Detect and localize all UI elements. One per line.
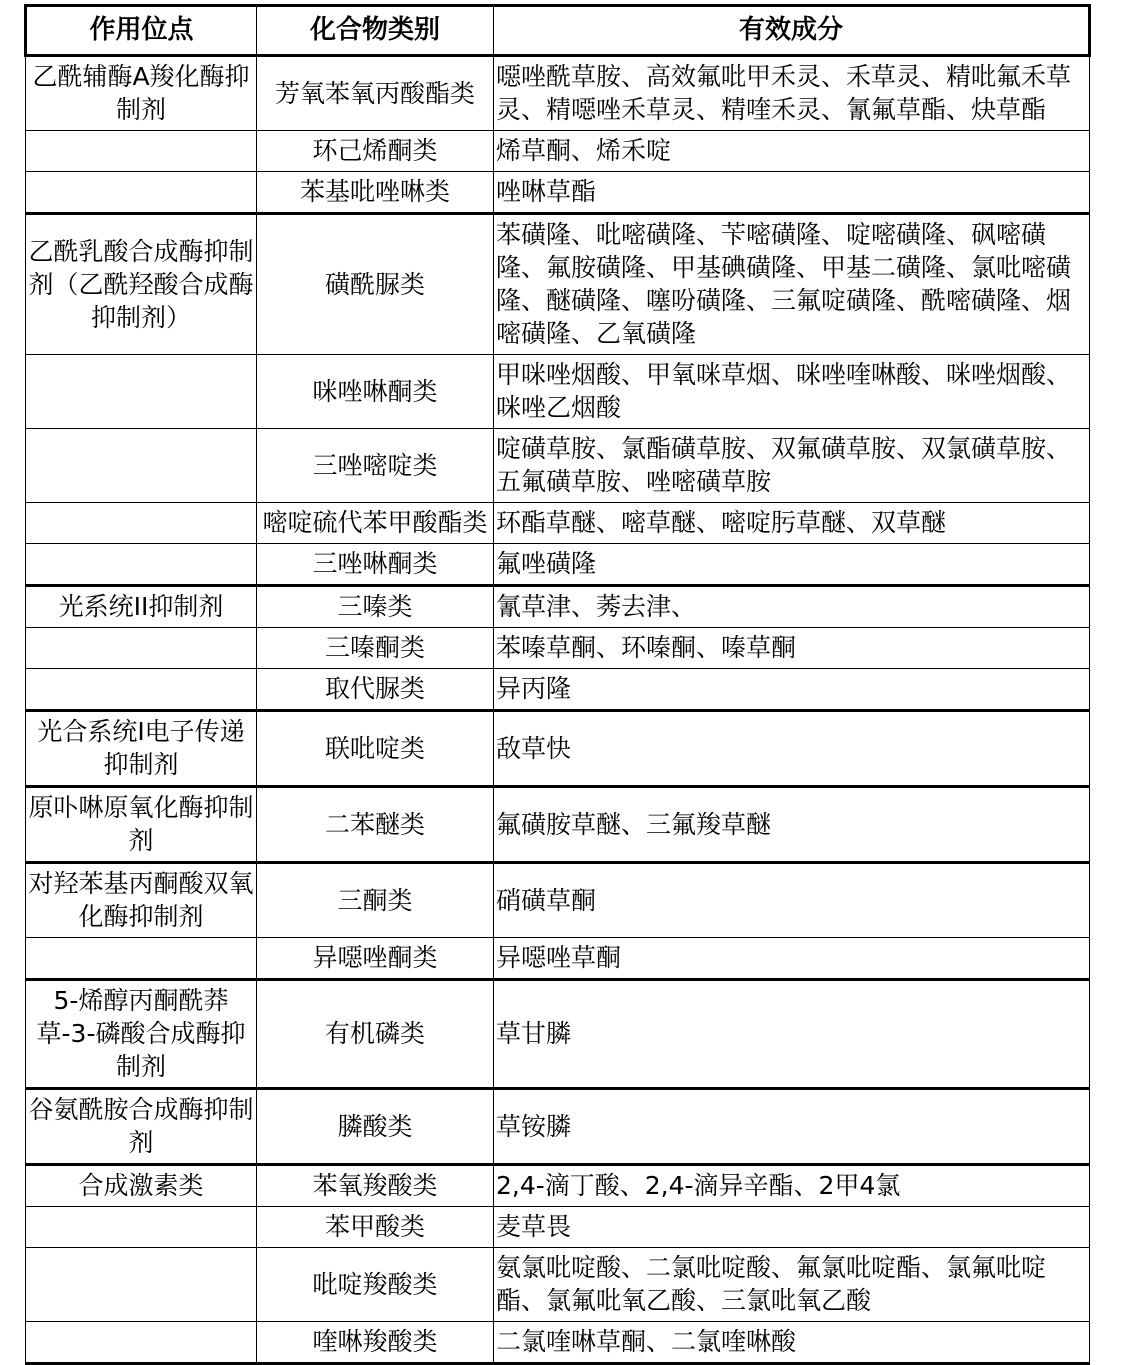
- cell-ingredients: 异丙隆: [494, 669, 1090, 711]
- cell-ingredients: 氰草津、莠去津、: [494, 586, 1090, 628]
- cell-compound-class: 三嗪类: [257, 586, 494, 628]
- table-row: [26, 669, 1090, 711]
- table-row: [26, 628, 1090, 669]
- cell-ingredients: 苯磺隆、吡嘧磺隆、苄嘧磺隆、啶嘧磺隆、砜嘧磺隆、氟胺磺隆、甲基碘磺隆、甲基二磺隆、氯吡嘧磺隆、醚磺隆、噻吩磺隆、三氟啶磺隆、酰嘧磺隆、烟嘧磺隆、乙氧磺隆: [494, 214, 1090, 355]
- cell-compound-class: 膦酸类: [257, 1089, 494, 1165]
- cell-ingredients: 啶磺草胺、氯酯磺草胺、双氟磺草胺、双氯磺草胺、五氟磺草胺、唑嘧磺草胺: [494, 429, 1090, 503]
- cell-ingredients: 草铵膦: [494, 1089, 1090, 1165]
- table-row: [26, 1248, 1090, 1322]
- cell-site: [26, 1207, 257, 1248]
- table-row: [26, 544, 1090, 586]
- table-row: [26, 711, 1090, 787]
- cell-compound-class: 二苯醚类: [257, 787, 494, 863]
- cell-compound-class: 苯氧羧酸类: [257, 1165, 494, 1207]
- table-row: [26, 586, 1090, 628]
- table-row: [26, 131, 1090, 172]
- cell-ingredients: 氟磺胺草醚、三氟羧草醚: [494, 787, 1090, 863]
- cell-ingredients: 噁唑酰草胺、高效氟吡甲禾灵、禾草灵、精吡氟禾草灵、精噁唑禾草灵、精喹禾灵、氰氟草酯、炔草酯: [494, 56, 1090, 131]
- cell-site: 乙酰乳酸合成酶抑制剂（乙酰羟酸合成酶抑制剂）: [26, 214, 257, 355]
- cell-site: 对羟苯基丙酮酸双氧化酶抑制剂: [26, 863, 257, 938]
- cell-compound-class: 环己烯酮类: [257, 131, 494, 172]
- cell-site: 合成激素类: [26, 1165, 257, 1207]
- cell-site: [26, 172, 257, 214]
- herbicide-classification-table: [24, 4, 1091, 1365]
- cell-compound-class: 取代脲类: [257, 669, 494, 711]
- table-row: [26, 503, 1090, 544]
- table-row: [26, 172, 1090, 214]
- table-row: [26, 1089, 1090, 1165]
- cell-ingredients: 氟唑磺隆: [494, 544, 1090, 586]
- table-body: [26, 56, 1090, 1364]
- cell-compound-class: 有机磷类: [257, 980, 494, 1089]
- table-row: [26, 355, 1090, 429]
- cell-compound-class: 苯基吡唑啉类: [257, 172, 494, 214]
- cell-ingredients: 2,4-滴丁酸、2,4-滴异辛酯、2甲4氯: [494, 1165, 1090, 1207]
- table-row: [26, 429, 1090, 503]
- cell-site: [26, 503, 257, 544]
- table-row: [26, 938, 1090, 980]
- cell-compound-class: 三酮类: [257, 863, 494, 938]
- cell-compound-class: 吡啶羧酸类: [257, 1248, 494, 1322]
- cell-site: 光合系统I电子传递抑制剂: [26, 711, 257, 787]
- cell-compound-class: 三唑嘧啶类: [257, 429, 494, 503]
- cell-compound-class: 磺酰脲类: [257, 214, 494, 355]
- cell-site: [26, 938, 257, 980]
- cell-compound-class: 联吡啶类: [257, 711, 494, 787]
- cell-compound-class: 苯甲酸类: [257, 1207, 494, 1248]
- cell-site: 光系统II抑制剂: [26, 586, 257, 628]
- cell-site: [26, 1322, 257, 1364]
- cell-site: 原卟啉原氧化酶抑制剂: [26, 787, 257, 863]
- cell-ingredients: 硝磺草酮: [494, 863, 1090, 938]
- cell-site: [26, 628, 257, 669]
- cell-ingredients: 氨氯吡啶酸、二氯吡啶酸、氟氯吡啶酯、氯氟吡啶酯、氯氟吡氧乙酸、三氯吡氧乙酸: [494, 1248, 1090, 1322]
- cell-site: [26, 669, 257, 711]
- table-row: [26, 1165, 1090, 1207]
- cell-compound-class: 三唑啉酮类: [257, 544, 494, 586]
- cell-ingredients: 苯嗪草酮、环嗪酮、嗪草酮: [494, 628, 1090, 669]
- cell-site: 乙酰辅酶A羧化酶抑制剂: [26, 56, 257, 131]
- table-row: [26, 56, 1090, 131]
- table-row: [26, 980, 1090, 1089]
- table-row: [26, 1322, 1090, 1364]
- table-row: [26, 863, 1090, 938]
- column-header-class: 化合物类别: [257, 6, 494, 56]
- cell-ingredients: 烯草酮、烯禾啶: [494, 131, 1090, 172]
- cell-ingredients: 环酯草醚、嘧草醚、嘧啶肟草醚、双草醚: [494, 503, 1090, 544]
- cell-site: [26, 355, 257, 429]
- cell-ingredients: 异噁唑草酮: [494, 938, 1090, 980]
- cell-compound-class: 咪唑啉酮类: [257, 355, 494, 429]
- cell-ingredients: 唑啉草酯: [494, 172, 1090, 214]
- cell-compound-class: 异噁唑酮类: [257, 938, 494, 980]
- cell-site: 5-烯醇丙酮酰莽草-3-磷酸合成酶抑制剂: [26, 980, 257, 1089]
- table-header-row: [26, 6, 1090, 56]
- cell-site: [26, 131, 257, 172]
- table-row: [26, 1207, 1090, 1248]
- cell-ingredients: 甲咪唑烟酸、甲氧咪草烟、咪唑喹啉酸、咪唑烟酸、咪唑乙烟酸: [494, 355, 1090, 429]
- cell-compound-class: 喹啉羧酸类: [257, 1322, 494, 1364]
- cell-site: [26, 544, 257, 586]
- column-header-ingredients: 有效成分: [494, 6, 1090, 56]
- cell-compound-class: 芳氧苯氧丙酸酯类: [257, 56, 494, 131]
- cell-site: [26, 1248, 257, 1322]
- cell-ingredients: 敌草快: [494, 711, 1090, 787]
- cell-site: 谷氨酰胺合成酶抑制剂: [26, 1089, 257, 1165]
- cell-ingredients: 草甘膦: [494, 980, 1090, 1089]
- table-header: [26, 6, 1090, 56]
- table-row: [26, 214, 1090, 355]
- column-header-site: 作用位点: [26, 6, 257, 56]
- cell-ingredients: 二氯喹啉草酮、二氯喹啉酸: [494, 1322, 1090, 1364]
- cell-compound-class: 三嗪酮类: [257, 628, 494, 669]
- cell-site: [26, 429, 257, 503]
- cell-compound-class: 嘧啶硫代苯甲酸酯类: [257, 503, 494, 544]
- cell-ingredients: 麦草畏: [494, 1207, 1090, 1248]
- table-row: [26, 787, 1090, 863]
